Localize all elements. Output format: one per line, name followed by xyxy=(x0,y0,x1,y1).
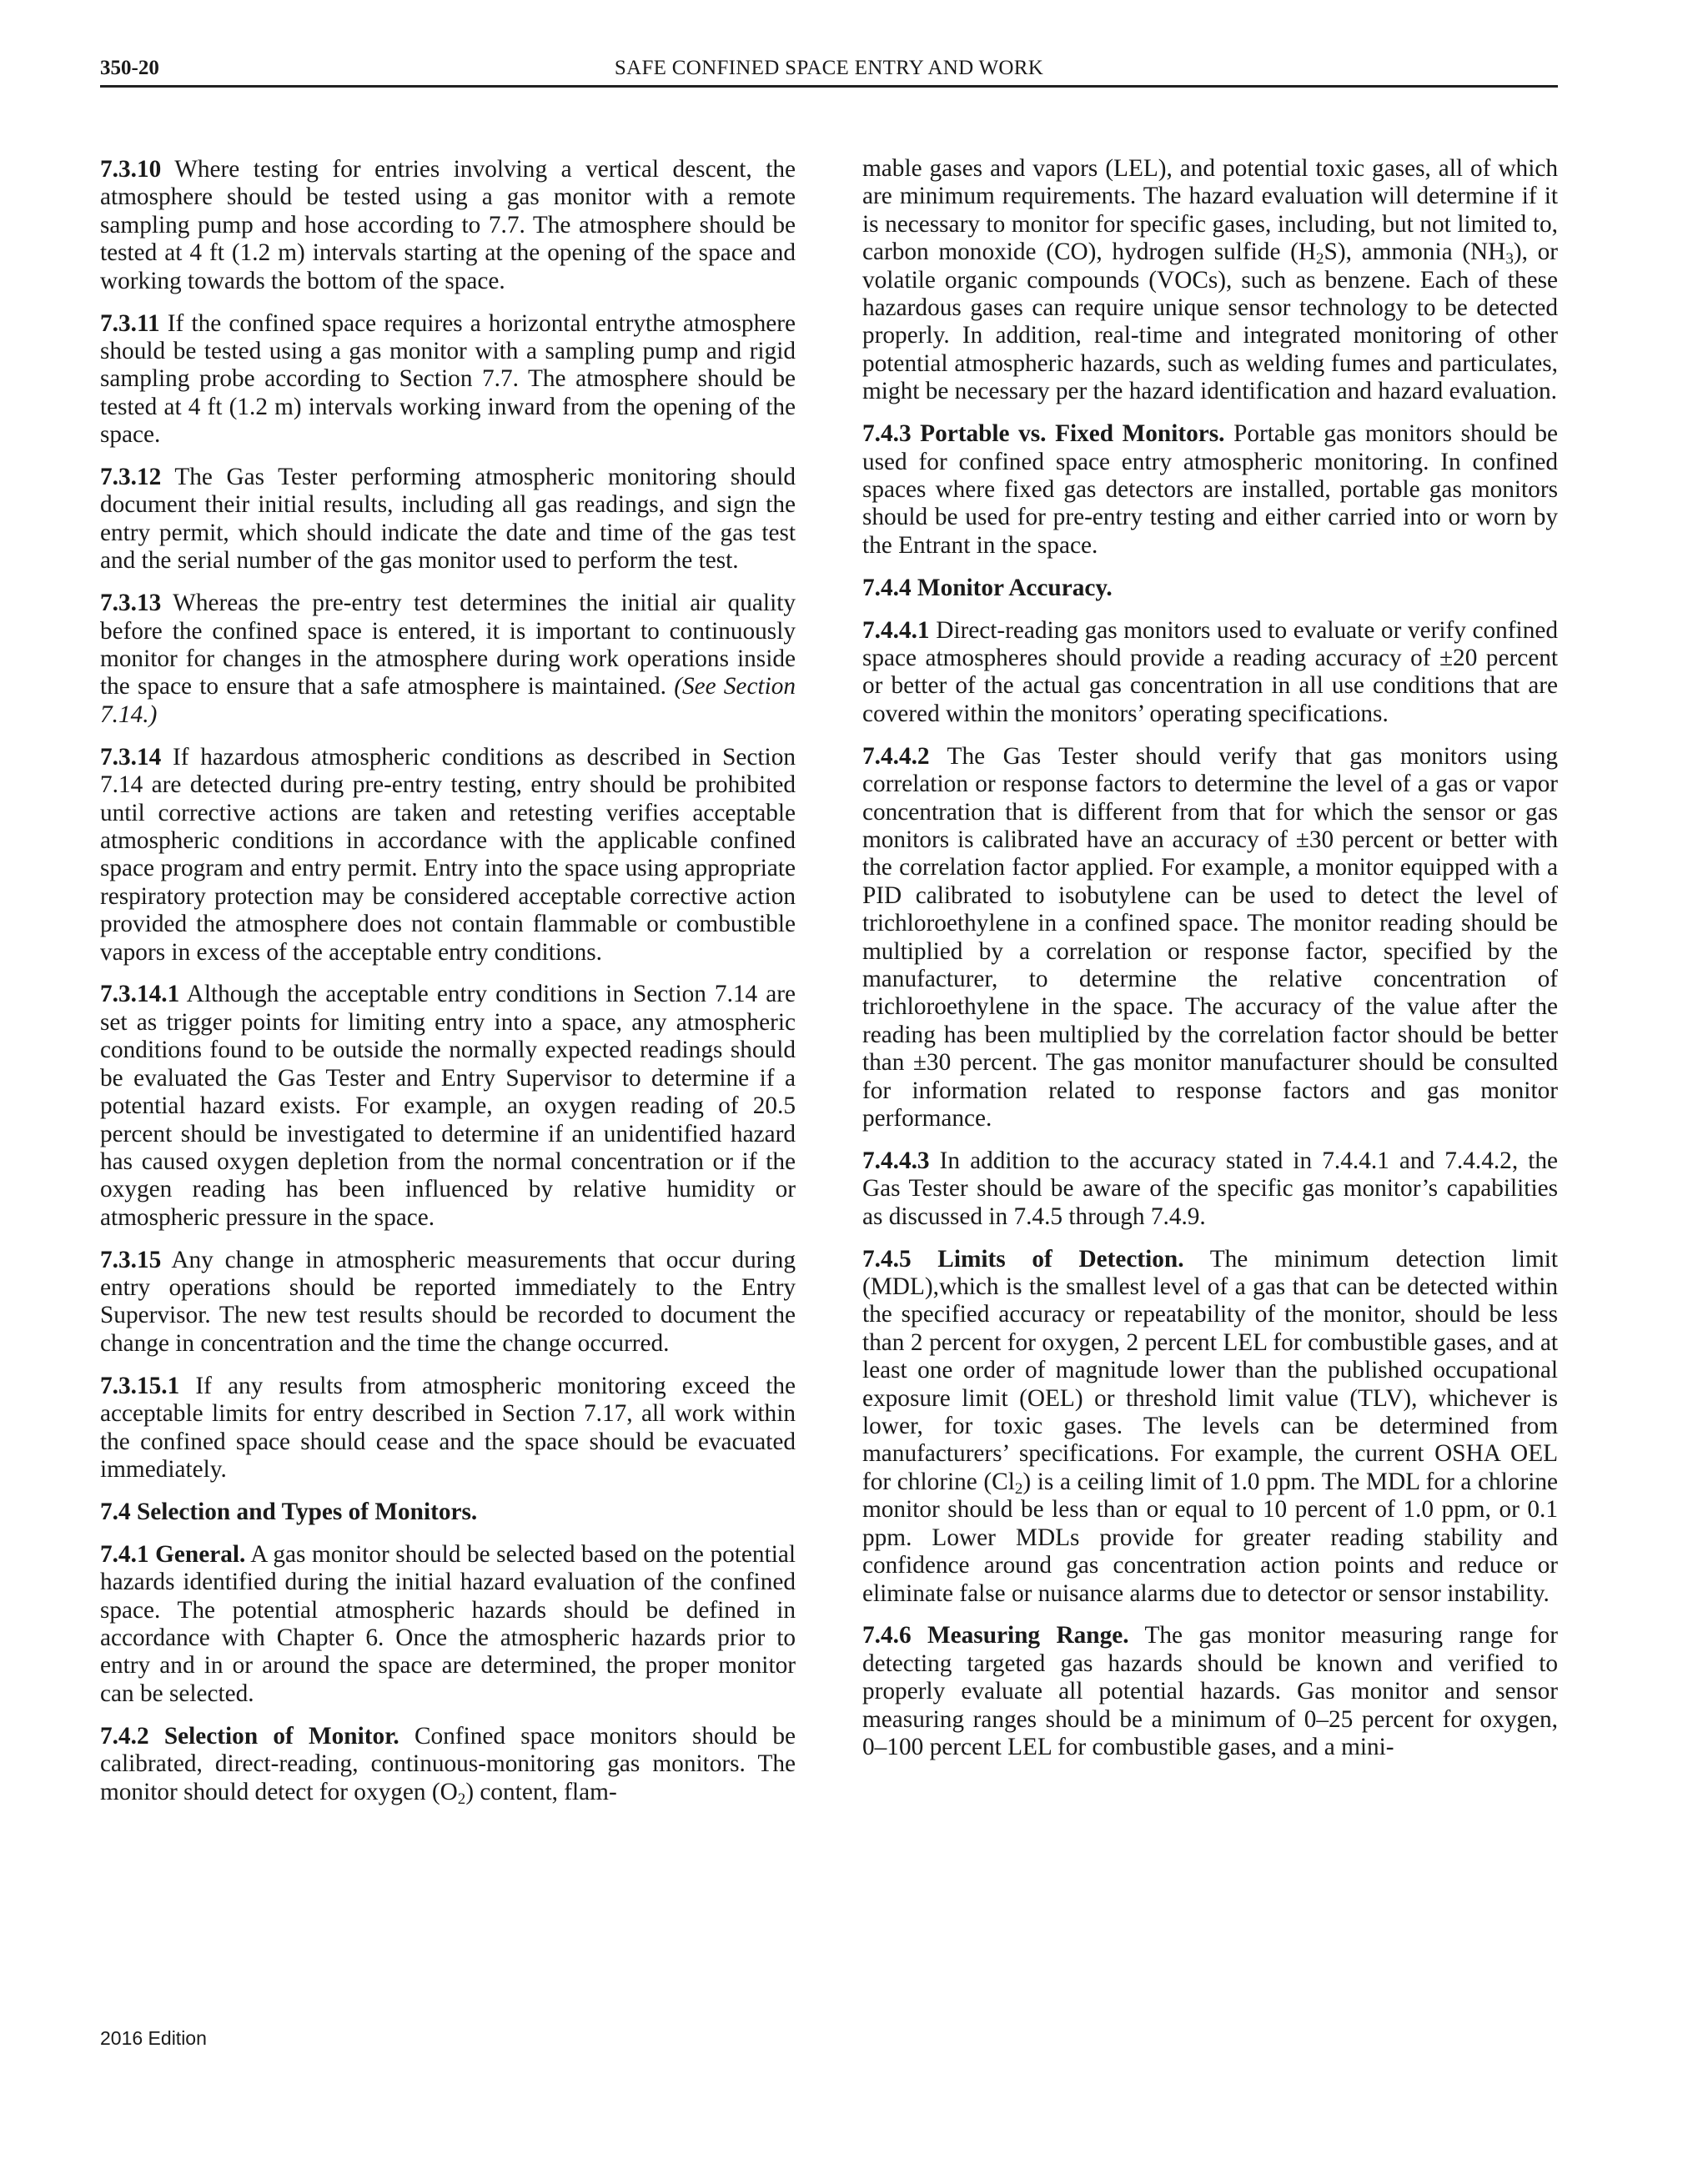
section-text: The Gas Tester should verify that gas monitors using correlation or response factors to determine the level of a gas or vapor concentration that is different from that for which the sensor or gas monitors is calibrated have an accuracy of ±30 percent or better with the correlation factor applied. For example, a monitor equipped with a PID calibrated to isobutylene can be used to detect the level of trichloroethylene in a confined space. The monitor reading should be multiplied by a correlation or response factor, specified by the manufacturer, to determine the relative concentration of trichloroethylene in the space. The accuracy of the value after the reading has been multiplied by the correlation factor should be better than ±30 percent. The gas monitor manufacturer should be consulted for information related to response factors and gas monitor performance. xyxy=(862,742,1558,1132)
section-title: General. xyxy=(155,1540,246,1568)
right-column xyxy=(862,155,1558,1776)
section-text: Whereas the pre-entry test determines the initial air quality before the confined space is entered, it is important to continuously monitor for changes in the atmosphere during work operations inside the space to ensure that a safe atmosphere is maintained. xyxy=(100,590,796,700)
left-column xyxy=(100,156,796,1820)
section-7-3-14 xyxy=(100,744,796,967)
section-text: Any change in atmospheric measurements that occur during entry operations should be reported immediately to the Entry Supervisor. The new test results should be recorded to document the change in concentration and the time the change occurred. xyxy=(100,1246,796,1357)
section-text: The gas monitor measuring range for detecting targeted gas hazards should be known and verified to properly evaluate all potential hazards. Gas monitor and sensor measuring ranges should be a minimum of 0–25 percent for oxygen, 0–100 percent LEL for combustible gases, and a mini- xyxy=(862,1622,1559,1761)
section-7-3-13 xyxy=(100,590,796,729)
section-7-3-14-1 xyxy=(100,981,796,1232)
section-text-cont: ) content, flam- xyxy=(465,1778,617,1805)
section-7-4-2-continued xyxy=(862,155,1558,406)
section-text: The minimum detection limit (MDL),which is the smallest level of a gas that can be detected within the specified accuracy or repeatability of the monitor, should be less than 2 percent for oxygen, 2 percent LEL for combustible gases, and at least one order of magnitude lower than the published occupational exposure limit (OEL) or threshold limit value (TLV), whichever is lower, for toxic gases. The levels can be determined from manufacturers’ specifications. For example, the current OSHA OEL for chlorine (Cl xyxy=(862,1245,1559,1495)
section-title: Measuring Range. xyxy=(927,1622,1129,1649)
subscript: 2 xyxy=(1316,249,1324,268)
heading-7-4: 7.4 Selection and Types of Monitors. xyxy=(100,1498,478,1525)
section-number: 7.4.4.3 xyxy=(862,1147,930,1174)
section-7-3-11 xyxy=(100,310,796,449)
section-number: 7.3.14.1 xyxy=(100,981,180,1008)
section-7-4-5 xyxy=(862,1246,1558,1608)
section-title: Limits of Detection. xyxy=(937,1245,1184,1273)
section-number: 7.4.4.1 xyxy=(862,616,930,644)
section-7-3-12 xyxy=(100,464,796,575)
section-text: Where testing for entries involving a vertical descent, the atmosphere should be tested using a gas monitor with a remote sampling pump and hose according to 7.7. The atmosphere should be tested at 4 ft (1.2 m) intervals starting at the opening of the space and working towards the bottom of the space. xyxy=(100,156,796,294)
section-text: If any results from atmospheric monitoring exceed the acceptable limits for entry described in Section 7.17, all work within the confined space should cease and the space should be evacuated immediately. xyxy=(100,1372,796,1483)
section-number: 7.4.1 xyxy=(100,1540,149,1568)
section-number: 7.3.12 xyxy=(100,464,162,491)
section-number: 7.3.11 xyxy=(100,309,160,337)
section-text: Direct-reading gas monitors used to evaluate or verify confined space atmospheres should provide a reading accuracy of ±20 percent or better of the actual gas concentration in all use conditions that are covered within the monitors’ operating specifications. xyxy=(862,616,1558,727)
section-number: 7.3.10 xyxy=(100,156,162,183)
section-7-4-6 xyxy=(862,1622,1558,1761)
section-number: 7.4.6 xyxy=(862,1622,912,1649)
section-7-4-3 xyxy=(862,420,1558,560)
heading-7-4-4: 7.4.4 Monitor Accuracy. xyxy=(862,574,1113,601)
section-number: 7.4.2 xyxy=(100,1722,149,1750)
section-7-3-10 xyxy=(100,156,796,295)
section-7-4-4-2 xyxy=(862,743,1558,1133)
section-text-cont: ) is a ceiling limit of 1.0 ppm. The MDL for a chlorine monitor should be less than or equal to 10 percent of 1.0 ppm, or 0.1 ppm. Lower MDLs provide for greater reading stability and confidence around gas concentration action points and reduce or eliminate false or nuisance alarms due to detector or sensor instability. xyxy=(862,1468,1558,1607)
section-text: If hazardous atmospheric conditions as described in Section 7.14 are detected during pre-entry testing, entry should be prohibited until corrective actions are taken and retesting verifies acceptable atmospheric conditions in accordance with the applicable confined space program and entry permit. Entry into the space using appropriate respiratory protection may be considered acceptable corrective action provided the atmosphere does not contain flammable or combustible vapors in excess of the acceptable entry conditions. xyxy=(100,743,796,966)
section-text: Confined space monitors should be calibrated, direct-reading, continuous-monitoring gas monitors. The monitor should detect for oxygen (O xyxy=(100,1722,796,1805)
subscript: 3 xyxy=(1505,249,1514,268)
subscript: 2 xyxy=(1014,1479,1023,1498)
section-number: 7.3.15 xyxy=(100,1246,162,1273)
section-text: mable gases and vapors (LEL), and potential toxic gases, all of which are minimum requirements. The hazard evaluation will determine if it is necessary to monitor for specific gases, including, but not limited to, carbon monoxide (CO), hydrogen sulfide (H xyxy=(862,155,1558,266)
subscript: 2 xyxy=(457,1790,466,1808)
section-7-4-1 xyxy=(100,1541,796,1708)
page-footer: 2016 Edition xyxy=(100,2027,207,2049)
section-title: Portable vs. Fixed Monitors. xyxy=(920,420,1225,448)
section-text: In addition to the accuracy stated in 7.4.4.1 and 7.4.4.2, the Gas Tester should be aware of the specific gas monitor’s capabilities as discussed in 7.4.5 through 7.4.9. xyxy=(862,1147,1558,1230)
section-number: 7.3.13 xyxy=(100,590,162,617)
section-text: If the confined space requires a horizontal entrythe atmosphere should be tested using a gas monitor with a sampling pump and rigid sampling probe according to Section 7.7. The atmosphere should be tested at 4 ft (1.2 m) intervals working inward from the opening of the space. xyxy=(100,309,796,449)
section-number: 7.3.15.1 xyxy=(100,1372,180,1399)
section-text: A gas monitor should be selected based on the potential hazards identified during the initial hazard evaluation of the confined space. The potential atmospheric hazards should be defined in accordance with Chapter 6. Once the atmospheric hazards prior to entry and in or around the space are determined, the proper monitor can be selected. xyxy=(100,1540,796,1707)
section-7-4-4-1 xyxy=(862,617,1558,729)
section-number: 7.4.3 xyxy=(862,420,912,448)
section-reference: (See Section 7.14.) xyxy=(100,673,796,728)
section-text: Portable gas monitors should be used for confined space entry atmospheric monitoring. In confined spaces where fixed gas detectors are installed, portable gas monitors should be used for pre-entry testing and either carried into or worn by the Entrant in the space. xyxy=(862,420,1558,559)
page-header xyxy=(100,52,1558,88)
section-text: ), or volatile organic compounds (VOCs), such as benzene. Each of these hazardous gases can require unique sensor technology to be detected properly. In addition, real-time and integrated monitoring of other potential atmospheric hazards, such as welding fumes and particulates, might be necessary per the hazard identification and hazard evaluation. xyxy=(862,238,1559,405)
section-title: Selection of Monitor. xyxy=(163,1722,399,1750)
section-7-4-2 xyxy=(100,1723,796,1806)
page-number: 350-20 xyxy=(100,57,159,79)
section-7-3-15 xyxy=(100,1247,796,1358)
section-7-3-15-1 xyxy=(100,1373,796,1484)
section-number: 7.4.4.2 xyxy=(862,742,930,770)
section-7-4-4-3 xyxy=(862,1147,1558,1231)
section-text: Although the acceptable entry conditions in Section 7.14 are set as trigger points for limiting entry into a space, any atmospheric conditions found to be outside the normally expected readings should be evaluated the Gas Tester and Entry Supervisor to determine if a potential hazard exists. For example, an oxygen reading of 20.5 percent should be investigated to determine if an unidentified hazard has caused oxygen depletion from the normal concentration or if the oxygen reading has been influenced by relative humidity or atmospheric pressure in the space. xyxy=(100,981,796,1231)
running-title: SAFE CONFINED SPACE ENTRY AND WORK xyxy=(614,57,1044,79)
section-text: The Gas Tester performing atmospheric monitoring should document their initial results, including all gas readings, and sign the entry permit, which should indicate the date and time of the gas test and the serial number of the gas monitor used to perform the test. xyxy=(100,464,796,575)
section-number: 7.3.14 xyxy=(100,743,162,771)
section-text: S), ammonia (NH xyxy=(1324,238,1506,266)
section-number: 7.4.5 xyxy=(862,1245,912,1273)
